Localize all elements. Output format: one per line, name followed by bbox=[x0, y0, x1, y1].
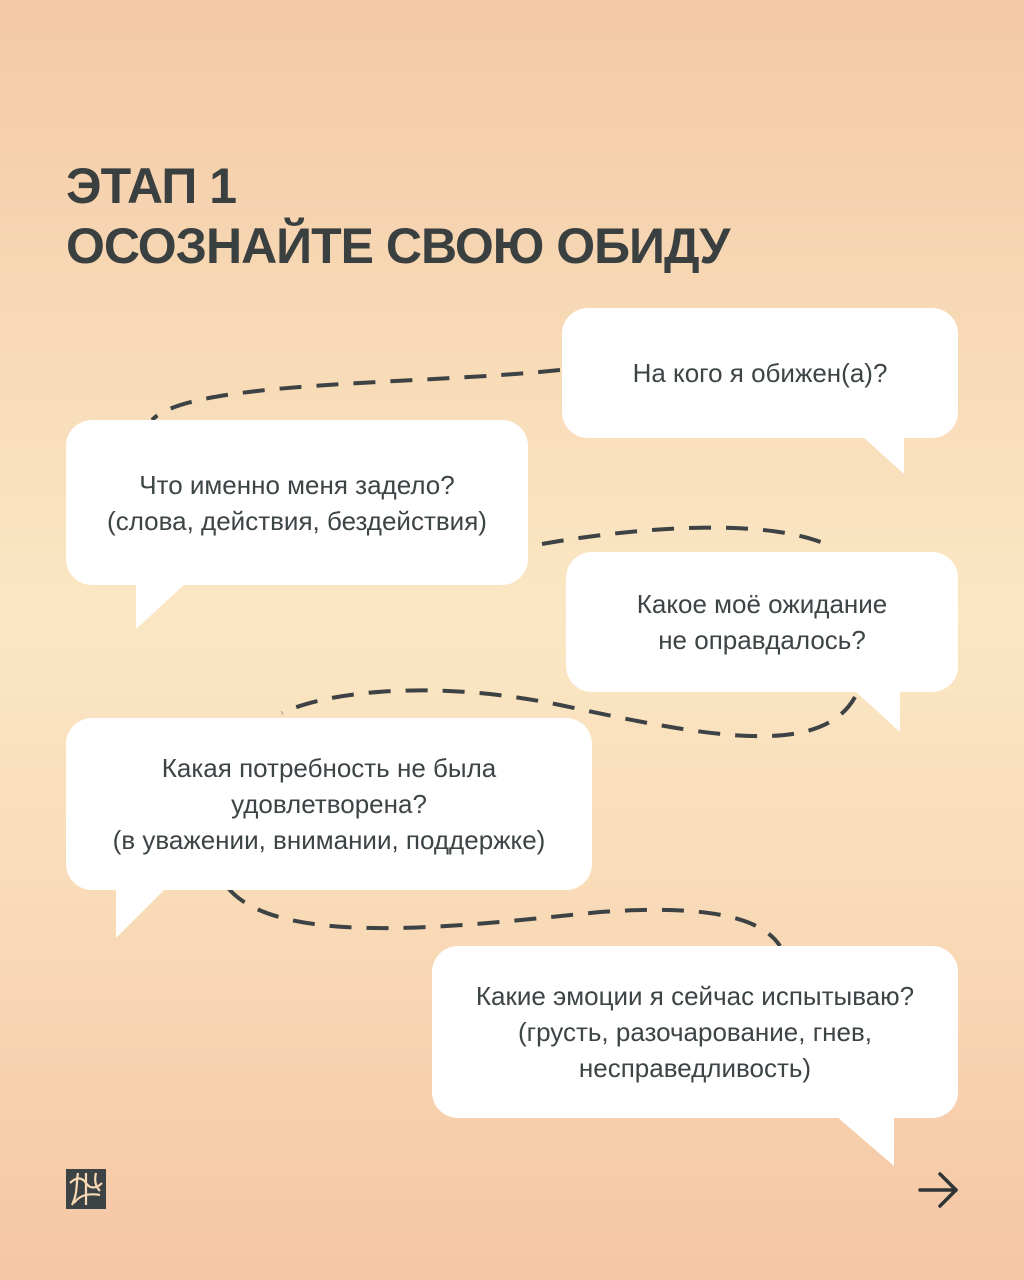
bubble-3-text bbox=[637, 586, 888, 658]
question-bubble-4 bbox=[66, 718, 592, 890]
bubble-1-text bbox=[633, 355, 888, 391]
bubble-2-text bbox=[107, 467, 487, 539]
question-bubble-5 bbox=[432, 946, 958, 1118]
bubble-2-line-1: Что именно меня задело? bbox=[139, 469, 455, 500]
bubble-1-tail bbox=[862, 436, 904, 474]
bubble-1-line-1: На кого я обижен(а)? bbox=[632, 358, 888, 388]
connector-1 bbox=[152, 370, 560, 420]
bubble-4-line-2: удовлетворена? bbox=[231, 789, 427, 819]
title-stage: ЭТАП 1 bbox=[66, 158, 237, 214]
bubble-5-line-2: (грусть, разочарование, гнев, bbox=[517, 1017, 873, 1047]
bubble-5-text bbox=[476, 978, 914, 1086]
page-title bbox=[66, 156, 729, 276]
bubble-4-line-1: Какая потребность не была bbox=[161, 753, 497, 783]
connector-2 bbox=[542, 528, 828, 545]
bubble-3-line-2: не оправдалось? bbox=[658, 625, 866, 655]
bubble-2-tail bbox=[136, 583, 186, 629]
connector-4 bbox=[228, 888, 780, 946]
question-bubble-3 bbox=[566, 552, 958, 692]
bubble-2-line-2: (слова, действия, бездействия) bbox=[107, 505, 487, 536]
question-bubble-2 bbox=[66, 420, 528, 585]
bubble-5-tail bbox=[836, 1116, 894, 1166]
bubble-5-line-3: несправедливость) bbox=[578, 1053, 812, 1083]
title-heading: ОСОЗНАЙТЕ СВОЮ ОБИДУ bbox=[66, 218, 730, 274]
bubble-5-line-1: Какие эмоции я сейчас испытываю? bbox=[475, 981, 915, 1011]
bubble-3-tail bbox=[854, 690, 900, 732]
bubble-4-line-3: (в уважении, внимании, поддержке) bbox=[112, 825, 546, 855]
bubble-4-tail bbox=[116, 888, 166, 938]
question-bubble-1 bbox=[562, 308, 958, 438]
brand-logo-icon bbox=[66, 1169, 106, 1209]
bubble-3-line-1: Какое моё ожидание bbox=[636, 589, 888, 619]
arrow-right-icon[interactable] bbox=[916, 1168, 962, 1212]
bubble-4-text bbox=[113, 750, 546, 858]
